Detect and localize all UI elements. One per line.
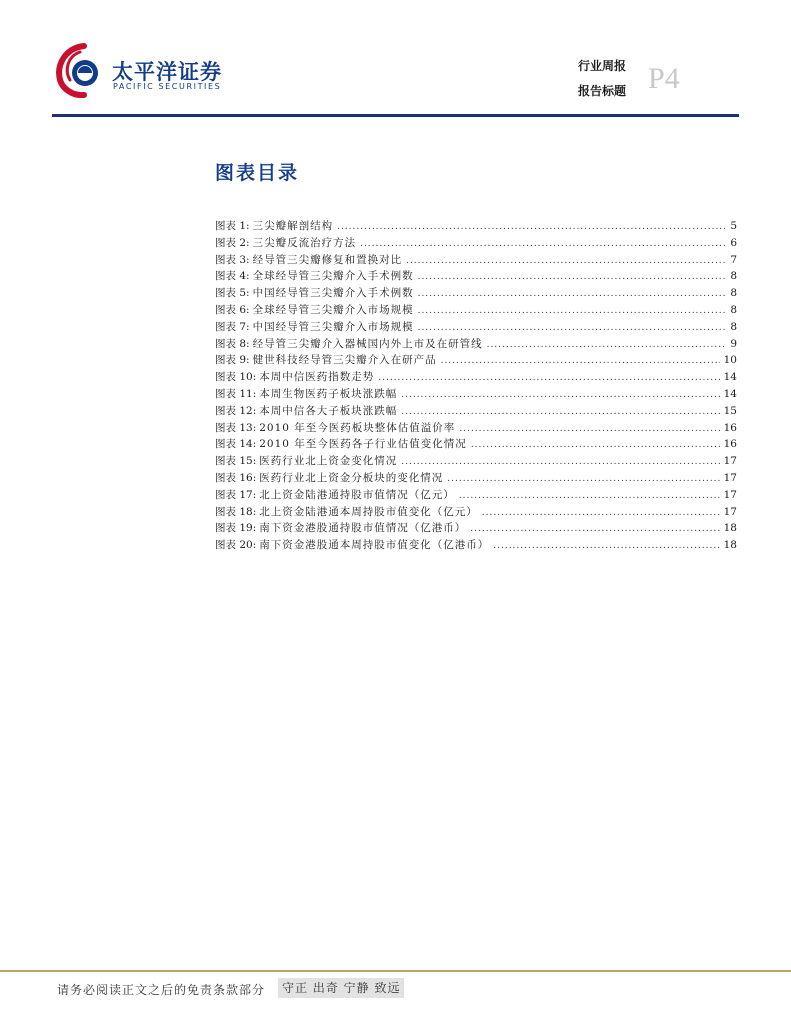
toc-dot-leader bbox=[337, 219, 726, 236]
toc-entry-label: 图表 3 bbox=[215, 253, 247, 266]
toc-entry-label: 图表 20 bbox=[215, 539, 253, 552]
toc-entry[interactable] bbox=[215, 319, 737, 336]
toc-entry-colon: : bbox=[246, 320, 250, 333]
toc-entry-page: 8 bbox=[730, 320, 737, 333]
toc-entry-title: 中国经导管三尖瓣介入手术例数 bbox=[252, 287, 414, 300]
toc-entry-label: 图表 11 bbox=[215, 387, 253, 400]
toc-entry-colon: : bbox=[252, 371, 257, 384]
toc-entry-title: 北上资金陆港通本周持股市值变化（亿元） bbox=[259, 505, 478, 518]
toc-entry-title: 经导管三尖瓣修复和置换对比 bbox=[252, 253, 403, 266]
toc-entry-colon: : bbox=[246, 236, 250, 249]
toc-entry-colon: : bbox=[246, 270, 250, 283]
toc-entry[interactable] bbox=[215, 436, 737, 453]
toc-entry-title: 2010 年至今医药板块整体估值溢价率 bbox=[259, 421, 456, 434]
toc-entry-title: 全球经导管三尖瓣介入手术例数 bbox=[252, 270, 414, 283]
toc-entry-page: 8 bbox=[730, 270, 737, 283]
toc-entry-title: 三尖瓣反流治疗方法 bbox=[252, 236, 357, 249]
toc-dot-leader bbox=[482, 505, 720, 522]
toc-entry-title: 经导管三尖瓣介入器械国内外上市及在研管线 bbox=[252, 337, 483, 350]
toc-dot-leader bbox=[459, 488, 720, 505]
toc-entry-label: 图表 5 bbox=[215, 287, 247, 300]
toc-entry-title: 三尖瓣解剖结构 bbox=[252, 220, 334, 232]
toc-entry[interactable] bbox=[215, 470, 737, 487]
toc-dot-leader bbox=[487, 337, 727, 354]
toc-entry-title: 中国经导管三尖瓣介入市场规模 bbox=[252, 320, 414, 333]
toc-entry-colon: : bbox=[252, 471, 257, 484]
toc-entry-label: 图表 7 bbox=[215, 320, 247, 333]
header-divider bbox=[52, 114, 739, 117]
toc-entry-page: 8 bbox=[730, 287, 737, 300]
toc-entry-title: 北上资金陆港通持股市值情况（亿元） bbox=[259, 488, 455, 501]
toc-entry-colon: : bbox=[246, 337, 250, 350]
toc-entry-page: 16 bbox=[723, 438, 737, 451]
toc-entry-page: 17 bbox=[723, 505, 737, 518]
toc-entry-colon: : bbox=[246, 220, 250, 232]
toc-entry-label: 图表 14 bbox=[215, 438, 253, 451]
toc-entry-colon: : bbox=[252, 488, 257, 501]
toc-entry[interactable] bbox=[215, 268, 737, 285]
toc-entry-title: 医药行业北上资金分板块的变化情况 bbox=[259, 471, 444, 484]
toc-entry[interactable] bbox=[215, 369, 737, 386]
toc-entry-colon: : bbox=[252, 455, 257, 468]
toc-entry[interactable] bbox=[215, 235, 737, 252]
toc-entry-colon: : bbox=[252, 421, 257, 434]
toc-entry-colon: : bbox=[252, 522, 257, 535]
toc-entry-label: 图表 6 bbox=[215, 303, 247, 316]
toc-dot-leader bbox=[401, 404, 719, 421]
company-name-cn: 太平洋证券 bbox=[112, 60, 222, 84]
toc-entry[interactable] bbox=[215, 336, 737, 353]
toc-dot-leader bbox=[447, 471, 719, 488]
toc-entry-page: 18 bbox=[723, 539, 737, 552]
toc-entry[interactable] bbox=[215, 403, 737, 420]
toc-entry-title: 医药行业北上资金变化情况 bbox=[259, 455, 398, 468]
toc-entry-page: 18 bbox=[723, 522, 737, 535]
toc-entry[interactable] bbox=[215, 520, 737, 537]
toc-dot-leader bbox=[401, 387, 719, 404]
toc-entry-page: 14 bbox=[723, 371, 737, 384]
toc-entry[interactable] bbox=[215, 252, 737, 269]
toc-entry-page: 17 bbox=[723, 488, 737, 501]
toc-entry-colon: : bbox=[252, 505, 257, 518]
company-name-en: PACIFIC SECURITIES bbox=[113, 82, 222, 91]
toc-entry-label: 图表 4 bbox=[215, 270, 247, 283]
toc-entry-title: 全球经导管三尖瓣介入市场规模 bbox=[252, 303, 414, 316]
toc-entry-colon: : bbox=[246, 354, 250, 367]
toc-dot-leader bbox=[418, 320, 727, 337]
toc-dot-leader bbox=[493, 538, 719, 555]
toc-dot-leader bbox=[360, 236, 726, 253]
toc-entry-label: 图表 1 bbox=[215, 220, 247, 232]
toc-entry-colon: : bbox=[246, 303, 250, 316]
toc-dot-leader bbox=[418, 303, 727, 320]
toc-entry-colon: : bbox=[246, 287, 250, 300]
toc-entry-colon: : bbox=[252, 438, 257, 451]
toc-entry[interactable] bbox=[215, 218, 737, 235]
toc-entry[interactable] bbox=[215, 302, 737, 319]
toc-dot-leader bbox=[471, 437, 720, 454]
toc-entry[interactable] bbox=[215, 420, 737, 437]
toc-entry[interactable] bbox=[215, 537, 737, 554]
toc-entry-colon: : bbox=[252, 404, 257, 417]
toc-entry[interactable] bbox=[215, 487, 737, 504]
toc-entry[interactable] bbox=[215, 504, 737, 521]
toc-entry-colon: : bbox=[252, 539, 257, 552]
company-logo-icon bbox=[54, 42, 110, 98]
toc-entry-title: 本周中信各大子板块涨跌幅 bbox=[259, 404, 398, 417]
toc-entry-colon: : bbox=[246, 253, 250, 266]
toc-entry-label: 图表 10 bbox=[215, 371, 253, 384]
toc-entry-page: 8 bbox=[730, 303, 737, 316]
toc-entry-page: 14 bbox=[723, 387, 737, 400]
toc-entry-label: 图表 15 bbox=[215, 455, 253, 468]
toc-entry-title: 本周中信医药指数走势 bbox=[259, 371, 375, 384]
toc-entry-page: 9 bbox=[730, 337, 737, 350]
report-title: 报告标题 bbox=[578, 84, 627, 98]
toc-entry-page: 17 bbox=[723, 455, 737, 468]
toc-entry-title: 2010 年至今医药各子行业估值变化情况 bbox=[259, 438, 467, 451]
toc-entry-title: 本周生物医药子板块涨跌幅 bbox=[259, 387, 398, 400]
toc-entry-label: 图表 2 bbox=[215, 236, 247, 249]
toc-dot-leader bbox=[459, 421, 719, 438]
company-motto: 守正 出奇 宁静 致远 bbox=[278, 978, 404, 998]
toc-entry[interactable] bbox=[215, 352, 737, 369]
toc-heading: 图表目录 bbox=[215, 162, 300, 184]
toc-entry[interactable] bbox=[215, 453, 737, 470]
toc-dot-leader bbox=[441, 353, 720, 370]
toc-entry-page: 6 bbox=[730, 236, 737, 249]
toc-dot-leader bbox=[401, 454, 719, 471]
toc-dot-leader bbox=[406, 253, 726, 270]
toc-entry-title: 南下资金港股通本周持股市值变化（亿港币） bbox=[259, 539, 490, 552]
toc-entry-colon: : bbox=[252, 387, 257, 400]
toc-entry-label: 图表 18 bbox=[215, 505, 253, 518]
toc-entry-page: 15 bbox=[723, 404, 737, 417]
toc-entry-label: 图表 12 bbox=[215, 404, 253, 417]
toc-entry-label: 图表 8 bbox=[215, 337, 247, 350]
toc-dot-leader bbox=[418, 269, 727, 286]
toc-entry-label: 图表 9 bbox=[215, 354, 247, 367]
toc-entry[interactable] bbox=[215, 386, 737, 403]
toc-entry-page: 16 bbox=[723, 421, 737, 434]
toc-entry-page: 5 bbox=[730, 220, 737, 232]
toc-entry-label: 图表 16 bbox=[215, 471, 253, 484]
toc-entry[interactable] bbox=[215, 285, 737, 302]
footer-divider bbox=[0, 970, 791, 972]
toc-entry-page: 17 bbox=[723, 471, 737, 484]
toc-entry-title: 南下资金港股通持股市值情况（亿港币） bbox=[259, 522, 467, 535]
toc-entry-title: 健世科技经导管三尖瓣介入在研产品 bbox=[252, 354, 437, 367]
page-label: P4 bbox=[648, 62, 680, 95]
toc-dot-leader bbox=[378, 370, 719, 387]
toc-list bbox=[215, 218, 737, 554]
toc-entry-label: 图表 19 bbox=[215, 522, 253, 535]
toc-entry-label: 图表 13 bbox=[215, 421, 253, 434]
toc-dot-leader bbox=[470, 521, 719, 538]
disclaimer-notice: 请务必阅读正文之后的免责条款部分 bbox=[57, 983, 266, 997]
report-type: 行业周报 bbox=[578, 59, 627, 73]
toc-dot-leader bbox=[418, 286, 727, 303]
toc-entry-page: 10 bbox=[723, 354, 737, 367]
toc-entry-page: 7 bbox=[730, 253, 737, 266]
toc-entry-label: 图表 17 bbox=[215, 488, 253, 501]
